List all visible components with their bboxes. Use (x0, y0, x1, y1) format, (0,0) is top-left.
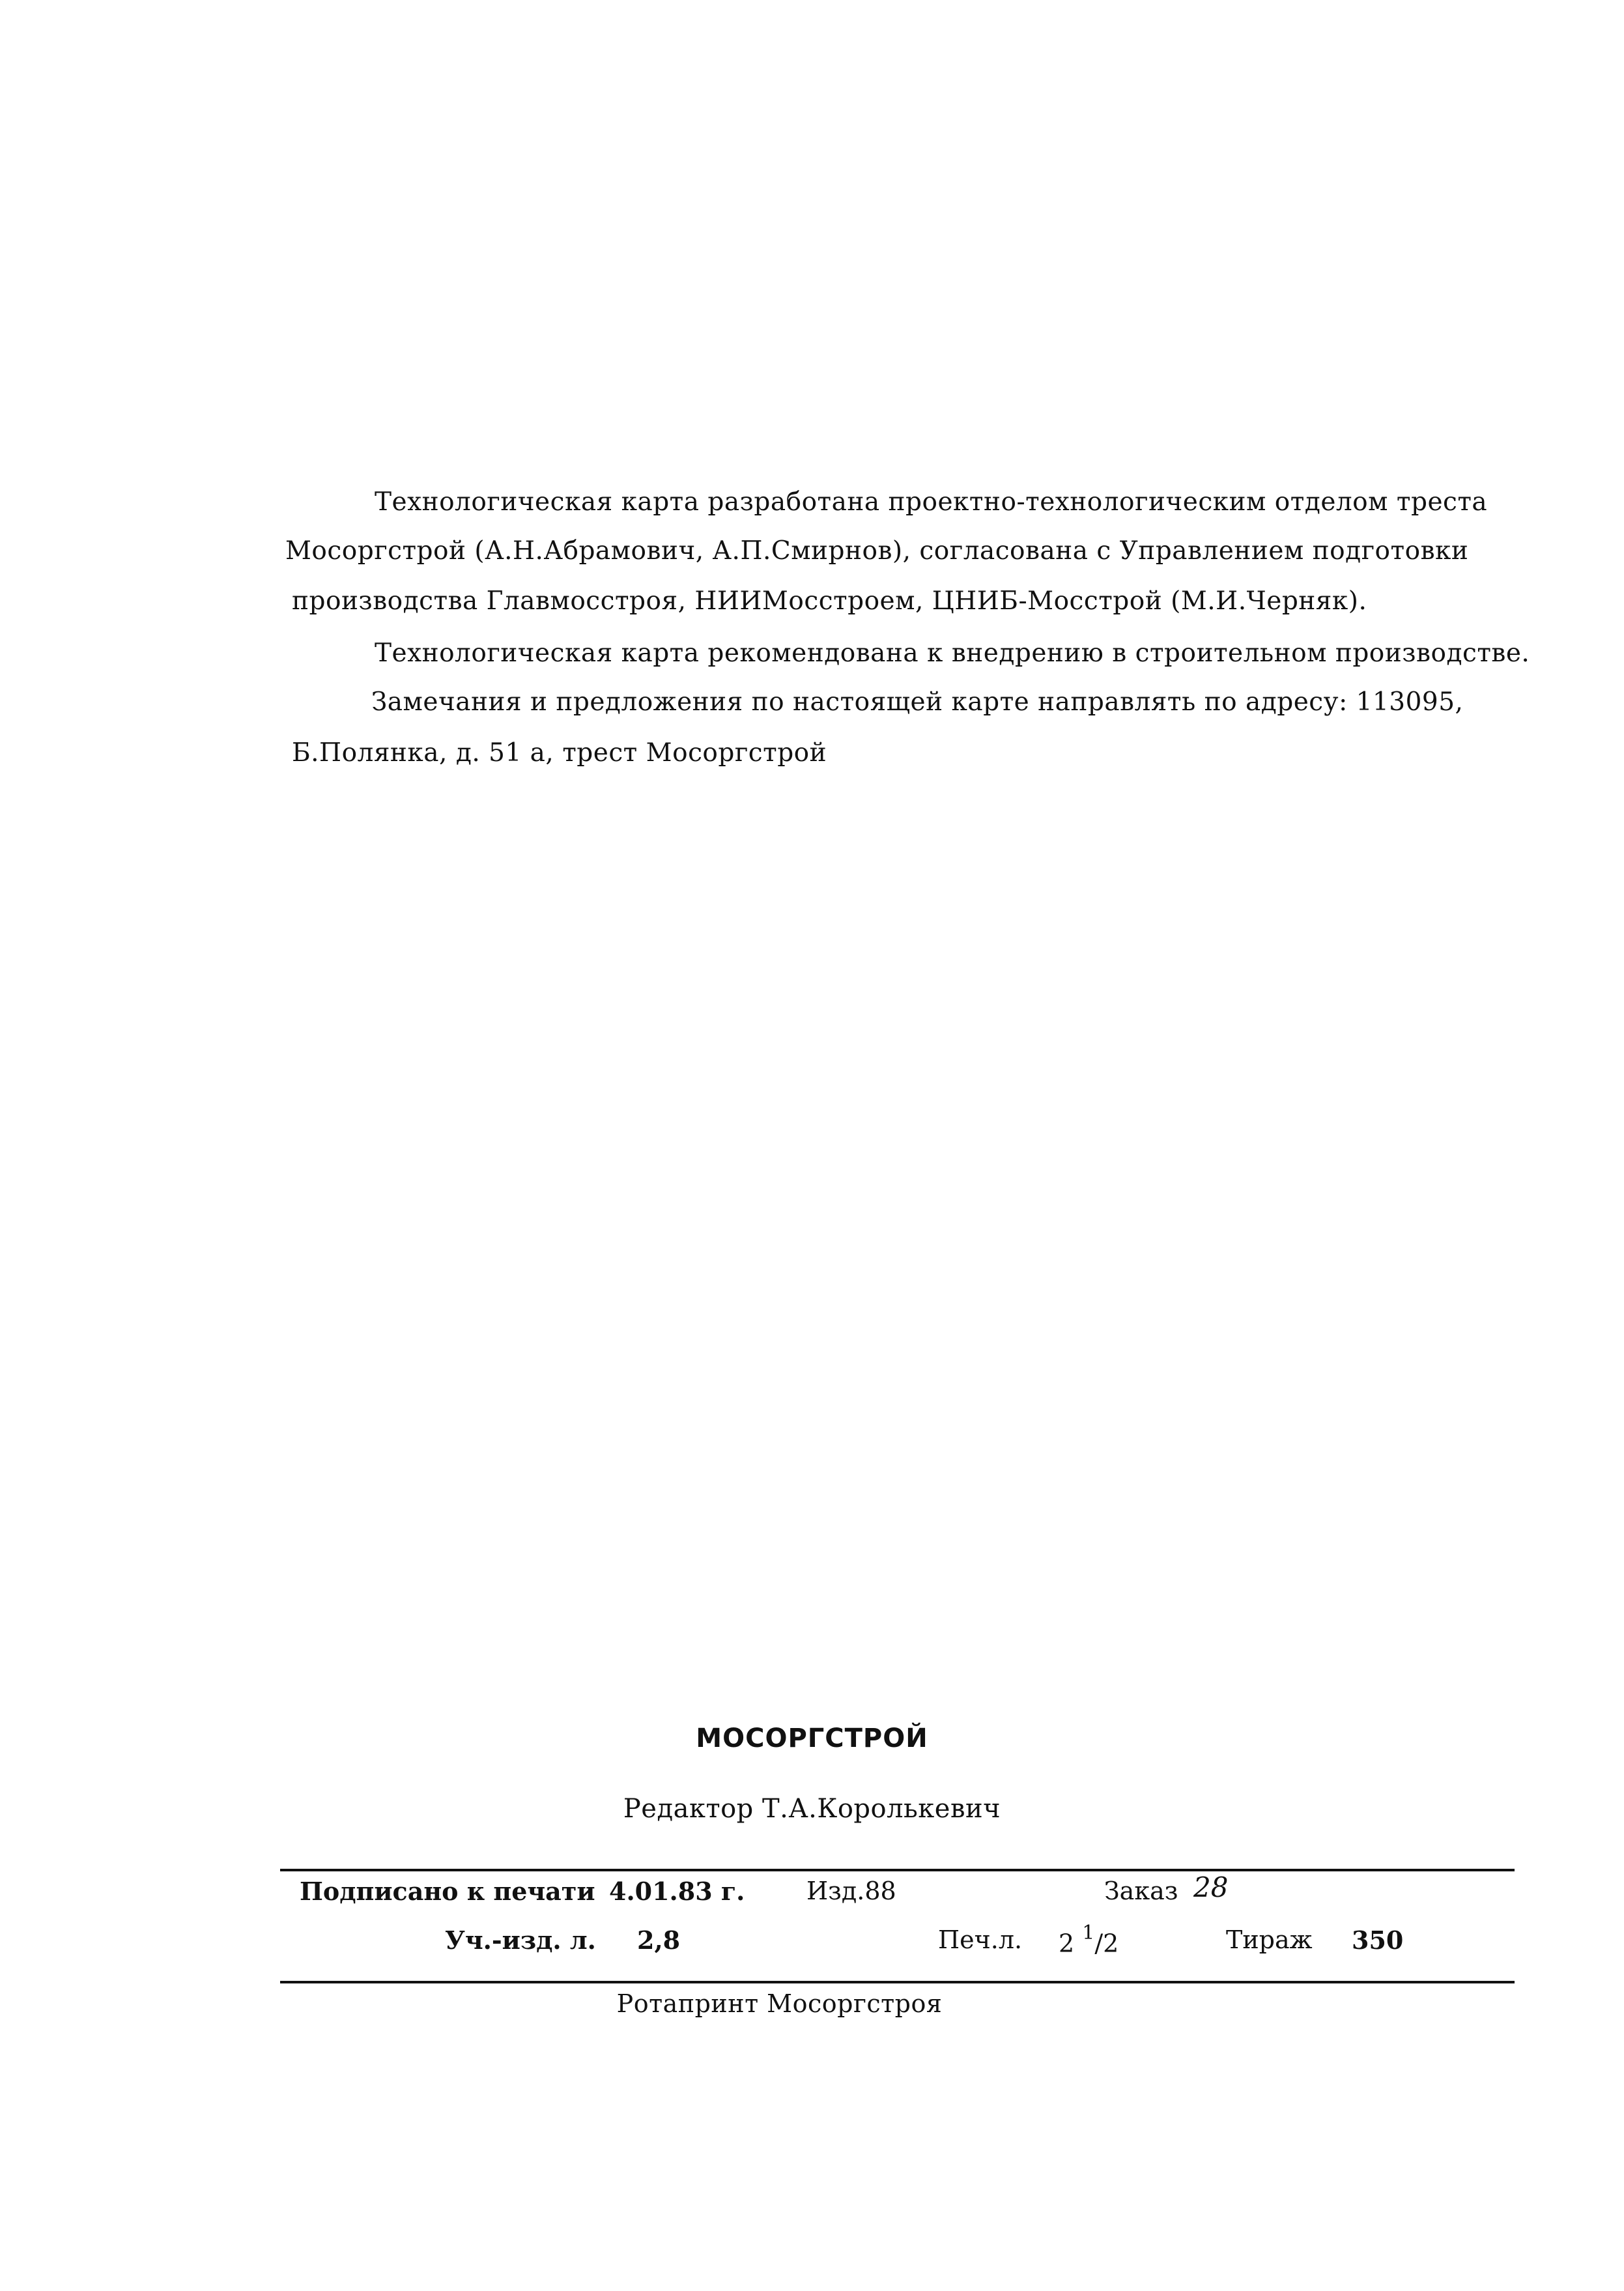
paragraph-3-line-2: Б.Полянка, д. 51 а, трест Мосоргстрой (292, 738, 827, 768)
pech-frac-num: 1 (1082, 1922, 1095, 1944)
printer-line: Ротапринт Мосоргстроя (616, 1989, 943, 2018)
signed-label: Подписано к печати (300, 1877, 595, 1906)
paragraph-1-line-1: Технологическая карта разработана проектно-технологическим отделом треста (375, 487, 1488, 517)
tirazh-value: 350 (1352, 1925, 1404, 1955)
organization-title: МОСОРГСТРОЙ (696, 1723, 928, 1753)
order-number: 28 (1193, 1871, 1229, 1903)
pech-whole: 2 (1059, 1929, 1075, 1958)
uch-izd-value: 2,8 (637, 1925, 681, 1955)
pech-frac-den: /2 (1094, 1929, 1119, 1958)
uch-izd-label: Уч.-изд. л. (445, 1925, 596, 1955)
top-rule (280, 1869, 1515, 1871)
paragraph-1-line-3: производства Главмосстроя, НИИМосстроем, ЦНИБ-Мосстрой (М.И.Черняк). (292, 586, 1367, 616)
order-label: Заказ (1104, 1877, 1178, 1905)
signed-date: 4.01.83 г. (609, 1877, 745, 1906)
bottom-rule (280, 1981, 1515, 1983)
tirazh-label: Тираж (1226, 1925, 1313, 1954)
pech-value (1059, 1922, 1119, 1958)
paragraph-1-line-2: Мосоргстрой (А.Н.Абрамович, А.П.Смирнов), согласована с Управлением подготовки (285, 536, 1469, 566)
pech-label: Печ.л. (938, 1925, 1023, 1954)
izd-number: Изд.88 (806, 1877, 896, 1905)
paragraph-3-line-1: Замечания и предложения по настоящей карте направлять по адресу: 113095, (371, 687, 1464, 717)
paragraph-2: Технологическая карта рекомендована к внедрению в строительном производстве. (375, 639, 1530, 668)
editor-line: Редактор Т.А.Королькевич (623, 1794, 1001, 1824)
